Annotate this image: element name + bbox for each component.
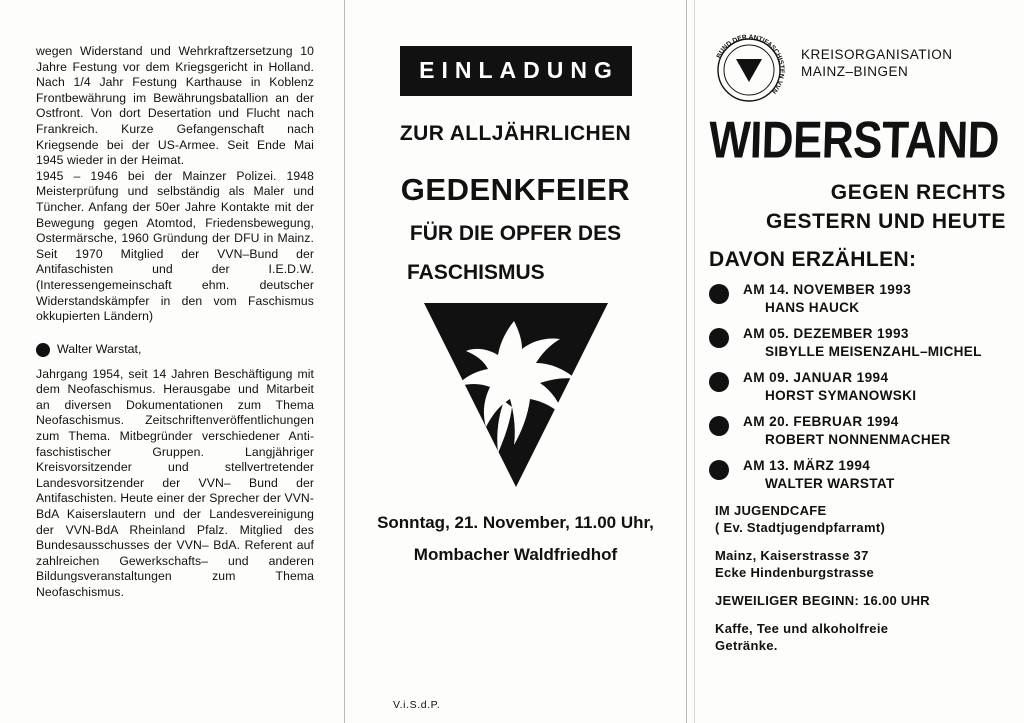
event-speaker: WALTER WARSTAT	[765, 476, 895, 491]
event-date: AM 20. FEBRUAR 1994	[743, 414, 899, 429]
panel-left-biography	[0, 0, 344, 723]
invitation-line-1: ZUR ALLJÄHRLICHEN	[399, 122, 632, 145]
event-speaker: HORST SYMANOWSKI	[765, 388, 917, 403]
bullet-dot-icon	[709, 372, 729, 392]
event-date: Sonntag, 21. November, 11.00 Uhr,	[377, 513, 654, 532]
svg-text:BUND DER ANTIFASCHISTEN VVN: BUND DER ANTIFASCHISTEN VVN	[715, 33, 786, 95]
refreshments-line-2: Getränke.	[715, 638, 778, 653]
organisation-line-1: KREISORGANISATION	[801, 47, 953, 62]
event-speaker: ROBERT NONNENMACHER	[765, 432, 951, 447]
fold-line-right	[686, 0, 687, 723]
poster-subtitle-1: GEGEN RECHTS	[830, 181, 1006, 204]
venue-line-2: ( Ev. Stadtjugendpfarramt)	[715, 520, 886, 535]
bullet-dot-icon	[36, 343, 50, 357]
list-item	[709, 370, 1006, 403]
event-date: AM 14. NOVEMBER 1993	[743, 282, 912, 297]
event-speaker: SIBYLLE MEISENZAHL–MICHEL	[765, 344, 982, 359]
list-item	[709, 414, 1006, 447]
address-line-1: Mainz, Kaiserstrasse 37	[715, 548, 869, 563]
venue-line-1: IM JUGENDCAFE	[715, 503, 827, 518]
poster-title: WIDERSTAND	[708, 111, 1000, 170]
bullet-dot-icon	[709, 460, 729, 480]
event-date: AM 13. MÄRZ 1994	[743, 458, 871, 473]
biography-paragraph-1: wegen Widerstand und Wehrkraftzersetzung 10 Jahre Festung vor dem Kriegsgericht in Holland. Nach 1/4 Jahr Festung Karthause in Koblenz Frontbewährung im Bewährungsbatallion an der Ostfront. Von dort Desertation und Flucht nach Frankreich. Kurze Gefangenschaft nach Kriegsende bei der US-Armee. Seit Ende Mai 1945 wieder in der Heimat.	[36, 44, 314, 168]
biography-paragraph-2: 1945 – 1946 bei der Mainzer Polizei. 1948 Meisterprüfung und selbständig als Maler und Tüncher. Anfang der 50er Jahre Kontakte mit der Bewegung gegen Atomtod, Friedensbewegung, Ostermärsche, 1960 Gründung der DFU in Mainz. Seit 1970 Mitglied der VVN–Bund der Antifaschisten und der I.E.D.W. (Interessengemeinschaft ehm. deutscher Widerstandskämpfer in den vom Faschismus okkupierten Ländern)	[36, 168, 314, 324]
invitation-line-4: FASCHISMUS	[407, 261, 545, 284]
list-item	[709, 458, 1006, 491]
event-list	[709, 282, 1006, 491]
speakers-intro: DAVON ERZÄHLEN:	[709, 248, 917, 271]
panel-right-programme	[695, 0, 1024, 723]
event-date: AM 09. JANUAR 1994	[743, 370, 889, 385]
list-item	[709, 326, 1006, 359]
event-place: Mombacher Waldfriedhof	[413, 545, 618, 564]
invitation-line-2: GEDENKFEIER	[400, 172, 631, 207]
person-name: Walter Warstat,	[57, 341, 142, 356]
invitation-heading: EINLADUNG	[400, 46, 632, 96]
imprint-label: V.i.S.d.P.	[393, 699, 441, 711]
invitation-line-3: FÜR DIE OPFER DES	[409, 222, 622, 245]
vvn-logo-icon	[709, 30, 789, 110]
poster-subtitle-2: GESTERN UND HEUTE	[765, 210, 1006, 233]
dove-in-triangle-emblem	[418, 297, 614, 493]
bullet-dot-icon	[709, 328, 729, 348]
venue-block	[709, 502, 1006, 654]
event-date: AM 05. DEZEMBER 1993	[743, 326, 909, 341]
address-line-2: Ecke Hindenburgstrasse	[715, 565, 875, 580]
person-entry	[36, 342, 314, 357]
event-speaker: HANS HAUCK	[765, 300, 860, 315]
bullet-dot-icon	[709, 284, 729, 304]
organisation-line-2: MAINZ–BINGEN	[801, 64, 909, 79]
panel-center-invitation	[345, 0, 686, 723]
bullet-dot-icon	[709, 416, 729, 436]
organisation-header	[709, 30, 1006, 110]
refreshments-line-1: Kaffe, Tee und alkoholfreie	[715, 621, 889, 636]
start-time: JEWEILIGER BEGINN: 16.00 UHR	[715, 593, 930, 608]
list-item	[709, 282, 1006, 315]
biography-paragraph-3: Jahrgang 1954, seit 14 Jahren Beschäftigung mit dem Neofaschismus. Herausgabe und Mitarbeit an diversen Dokumentationen zum Thema Neofaschismus. Zeitschriftenveröffentlichungen zum Thema. Mitbegründer verschiedener Antifaschistischer Gruppen. Langjähriger Kreisvorsitzender und stellvertretender Landesvorsitzender der VVN– Bund der Antifaschisten. Heute einer der Sprecher der VVN-BdA Kaiserslautern und der Landesvereinigung der VVN-BdA Rheinland Pfalz. Mitglied des Bundesausschusses der VVN– BdA. Referent auf zahlreichen Gewerkschafts– und anderen Bildungsveranstaltungen zum Thema Neofaschismus.	[36, 366, 314, 599]
